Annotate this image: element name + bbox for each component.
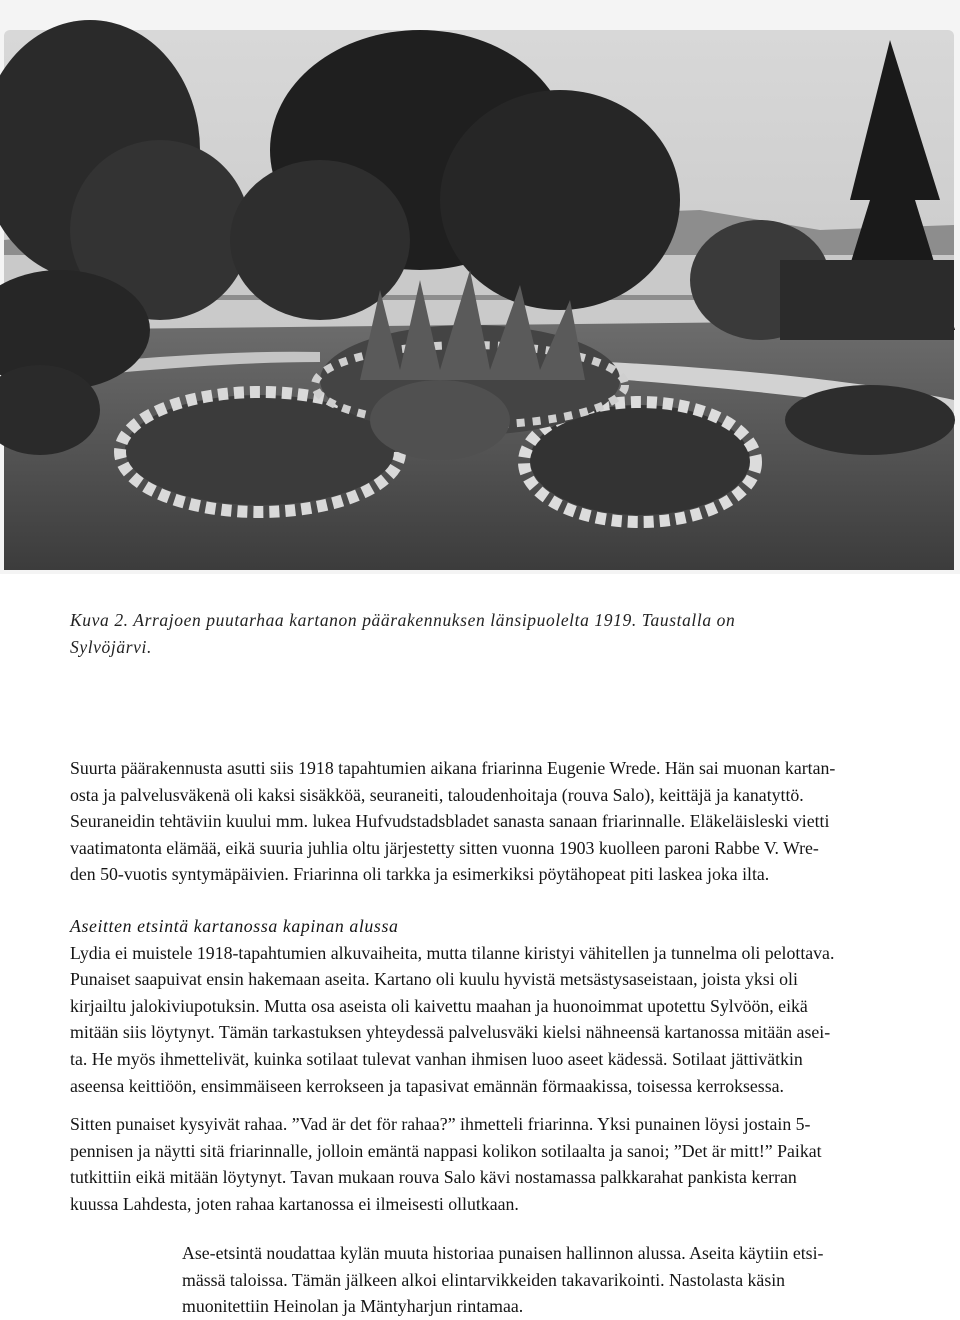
garden-photo-icon — [0, 0, 960, 574]
text-line: osta ja palvelusväkenä oli kaksi sisäkköä, seuraneiti, taloudenhoitaja (rouva Salo), keittäjä ja kanatyttö. — [70, 784, 804, 805]
figure-caption — [70, 607, 830, 661]
text-line: mässä taloissa. Tämän jälkeen alkoi elintarvikkeiden takavarikointi. Nastolasta käsin — [182, 1269, 786, 1290]
section-weapons-search — [70, 913, 900, 1099]
garden-photograph — [0, 0, 960, 574]
paragraph-village-history — [182, 1240, 902, 1320]
text-line: kirjailtu jalokiviupotuksin. Mutta osa aseista oli kaivettu maahan ja huonoimmat upotettu Sylvöön, eikä — [70, 995, 808, 1016]
text-line: aseensa keittiöön, ensimmäiseen kerrokseen ja tapasivat emännän förmaakissa, toisessa kerroksessa. — [70, 1075, 784, 1096]
text-line: pennisen ja näytti sitä friarinnalle, jolloin emäntä nappasi kolikon sotilaalta ja sanoi; ”Det är mitt!” Paikat — [70, 1140, 822, 1161]
caption-line: Kuva 2. Arrajoen puutarhaa kartanon päärakennuksen länsipuolelta 1919. Taustalla on — [70, 610, 736, 630]
text-line: muonitettiin Heinolan ja Mäntyharjun rintamaa. — [182, 1296, 524, 1317]
text-line: tutkittiin eikä mitään löytynyt. Tavan mukaan rouva Salo kävi nostamassa palkkarahat pankista kerran — [70, 1167, 797, 1188]
text-line: Lydia ei muistele 1918-tapahtumien alkuvaiheita, mutta tilanne kiristyi vähitellen ja tunnelma oli pelottava. — [70, 942, 835, 963]
text-line: mitään siis löytynyt. Tämän tarkastuksen yhteydessä palvelusväki kielsi nähneensä kartanossa mitään asei- — [70, 1022, 831, 1043]
text-line: kuussa Lahdesta, joten rahaa kartanossa ei ilmeisesti ollutkaan. — [70, 1193, 519, 1214]
text-line: vaatimatonta elämää, eikä suuria juhlia oltu järjestetty sitten vuonna 1903 kuolleen paroni Rabbe V. Wre- — [70, 837, 819, 858]
text-line: Suurta päärakennusta asutti siis 1918 tapahtumien aikana friarinna Eugenie Wrede. Hän sai muonan kartan- — [70, 758, 836, 778]
text-line: den 50-vuotis syntymäpäivien. Friarinna oli tarkka ja esimerkiksi pöytähopeat piti laskea joka ilta. — [70, 864, 770, 885]
text-line: ta. He myös ihmettelivät, kuinka sotilaat tulevat vanhan ihmisen luoo aseet kädessä. Sotilaat jättivätkin — [70, 1048, 803, 1069]
caption-line: Sylvöjärvi. — [70, 637, 152, 657]
text-line: Punaiset saapuivat ensin hakemaan aseita. Kartano oli kuulu hyvistä metsästysaseistaan, joista yksi oli — [70, 969, 798, 990]
paragraph-household — [70, 755, 900, 888]
section-heading: Aseitten etsintä kartanossa kapinan alussa — [70, 916, 399, 936]
text-line: Sitten punaiset kysyivät rahaa. ”Vad är det för rahaa?” ihmetteli friarinna. Yksi punainen löysi jostain 5- — [70, 1114, 811, 1134]
paragraph-money — [70, 1111, 900, 1217]
text-line: Ase-etsintä noudattaa kylän muuta historiaa punaisen hallinnon alussa. Aseita käytiin etsi- — [182, 1243, 824, 1263]
text-line: Seuraneidin tehtäviin kuului mm. lukea Hufvudstadsbladet sanasta sanaan friarinnalle. Eläkeläisleski vietti — [70, 811, 830, 832]
